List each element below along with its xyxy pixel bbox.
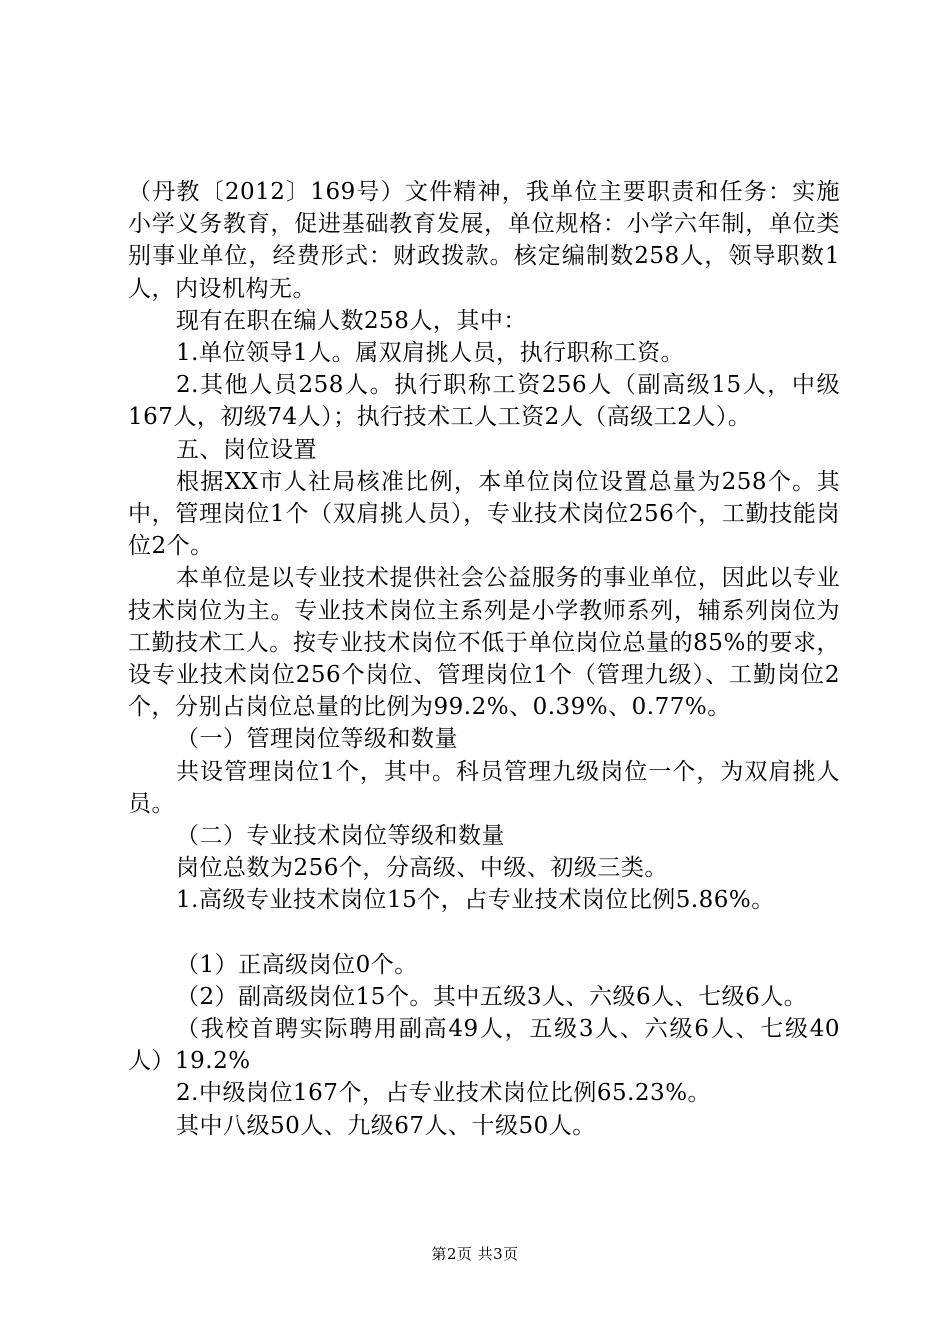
subsection-heading-1: （一）管理岗位等级和数量 [176,726,458,753]
paragraph-6: 根据XX市人社局核准比例，本单位岗位设置总量为258个。其中，管理岗位1个（双肩挑人员），专业技术岗位256个，工勤技能岗位2个。 [128,468,840,560]
paragraph-12: 1.高级专业技术岗位15个，占专业技术岗位比例5.86%。 [176,887,775,914]
page-footer: 第2页 共3页 [431,1245,519,1263]
paragraph-7: 本单位是以专业技术提供社会公益服务的事业单位，因此以专业技术岗位为主。专业技术岗位主系列是小学教师系列，辅系列岗位为工勤技术工人。按专业技术岗位不低于单位岗位总量的85%的要求，设专业技术岗位256个岗位、管理岗位1个（管理九级）、工勤岗位2个，分别占岗位总量的比例为99.2%、0.39%、0.77%。 [128,565,840,721]
section-heading-5: 五、岗位设置 [176,436,317,463]
paragraph-11: 岗位总数为256个，分高级、中级、初级三类。 [176,855,668,882]
paragraph-16: 2.中级岗位167个，占专业技术岗位比例65.23%。 [176,1080,712,1107]
paragraph-2: 现有在职在编人数258人，其中： [176,307,527,334]
paragraph-1: （丹教〔2012〕169号）文件精神，我单位主要职责和任务：实施小学义务教育，促进基础教育发展，单位规格：小学六年制，单位类别事业单位，经费形式：财政拨款。核定编制数258人，领导职数1人，内设机构无。 [128,179,840,302]
paragraph-15: （我校首聘实际聘用副高49人，五级3人、六级6人、七级40人）19.2% [128,1016,840,1075]
paragraph-13: （1）正高级岗位0个。 [176,951,418,978]
paragraph-3: 1.单位领导1人。属双肩挑人员，执行职称工资。 [176,340,685,367]
paragraph-14: （2）副高级岗位15个。其中五级3人、六级6人、七级6人。 [176,983,808,1010]
document-body [128,176,840,1142]
paragraph-4: 2.其他人员258人。执行职称工资256人（副高级15人，中级167人，初级74人）；执行技术工人工资2人（高级工2人）。 [128,372,840,431]
paragraph-9: 共设管理岗位1个，其中。科员管理九级岗位一个，为双肩挑人员。 [128,758,840,817]
subsection-heading-2: （二）专业技术岗位等级和数量 [176,823,505,850]
paragraph-17: 其中八级50人、九级67人、十级50人。 [176,1112,596,1139]
